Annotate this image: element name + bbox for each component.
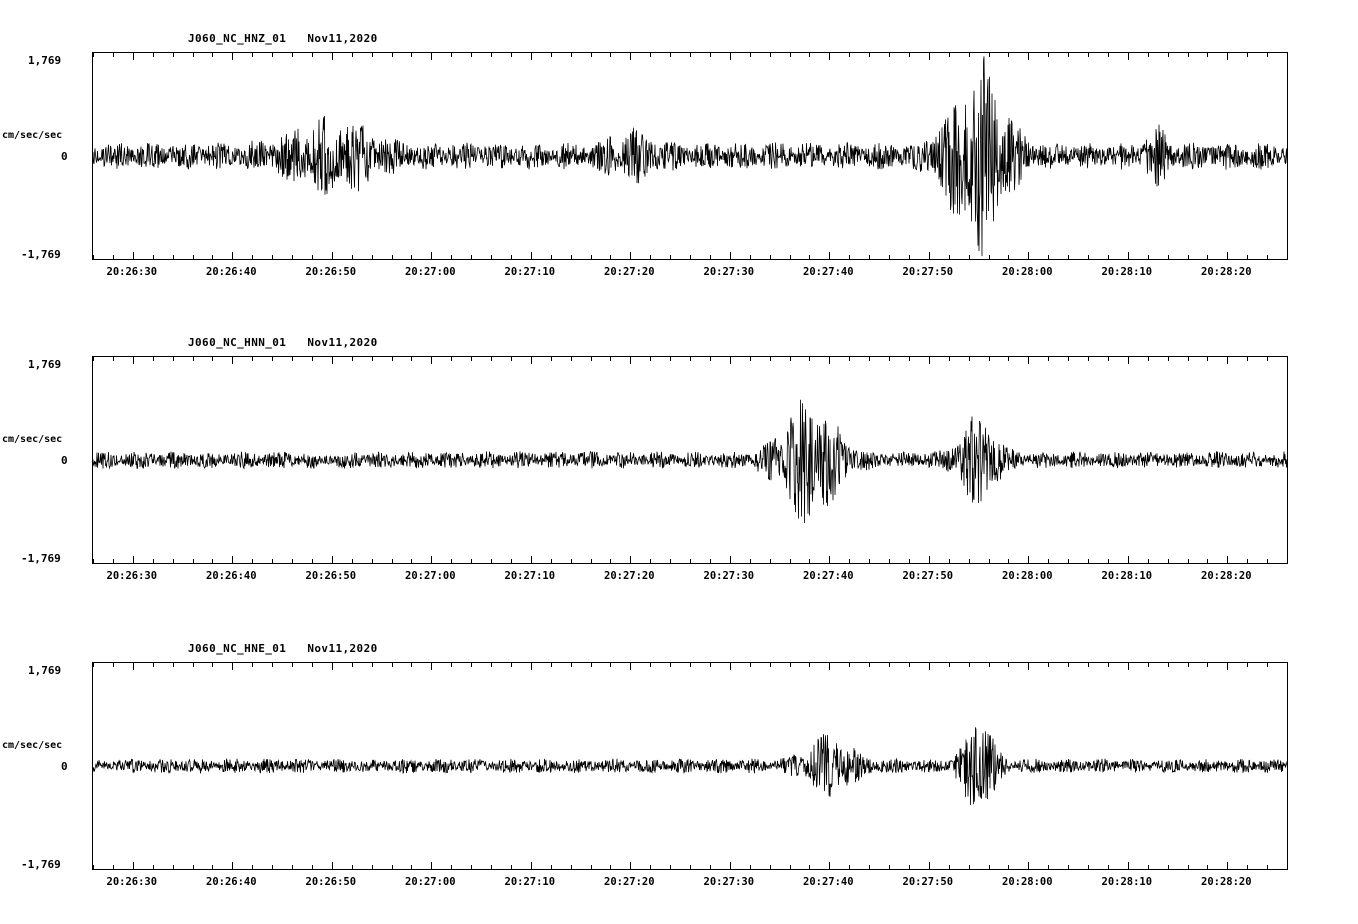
x-axis-tick-label: 20:28:20 [1201, 570, 1252, 582]
y-axis-tick-min: -1,769 [21, 858, 61, 871]
seismogram-panel-hnn [0, 314, 1358, 604]
x-axis-tick-label: 20:26:50 [305, 266, 357, 278]
x-axis-tick-label: 20:26:50 [305, 876, 357, 888]
y-axis-tick-min: -1,769 [21, 248, 61, 261]
x-axis-tick-labels [92, 266, 1288, 284]
x-axis-tick-label: 20:27:10 [504, 876, 556, 888]
y-axis-unit-label: cm/sec/sec [2, 434, 63, 445]
y-axis-tick-zero: 0 [61, 150, 68, 163]
x-axis-tick-labels [92, 570, 1288, 588]
x-axis-tick-label: 20:28:00 [1002, 266, 1053, 278]
y-axis-tick-zero: 0 [61, 454, 68, 467]
plot-frame [92, 52, 1288, 260]
x-axis-tick-label: 20:27:40 [803, 570, 854, 582]
plot-frame [92, 356, 1288, 564]
y-axis-unit-label: cm/sec/sec [2, 130, 63, 141]
x-axis-tick-label: 20:27:00 [405, 266, 456, 278]
x-axis-tick-label: 20:26:30 [106, 876, 158, 888]
panel-title: J060_NC_HNZ_01 Nov11,2020 [188, 32, 378, 45]
plot-frame [92, 662, 1288, 870]
y-axis-tick-max: 1,769 [28, 358, 62, 371]
waveform-trace [93, 663, 1287, 869]
x-axis-tick-label: 20:28:20 [1201, 876, 1252, 888]
x-axis-tick-label: 20:27:40 [803, 266, 854, 278]
x-axis-tick-label: 20:26:30 [106, 266, 158, 278]
seismogram-panel-hne [0, 620, 1358, 910]
y-axis-unit-label: cm/sec/sec [2, 740, 63, 751]
seismogram-panel-hnz [0, 10, 1358, 300]
x-axis-tick-label: 20:27:10 [504, 266, 556, 278]
y-axis-tick-min: -1,769 [21, 552, 61, 565]
x-axis-tick-label: 20:27:50 [902, 876, 954, 888]
x-axis-tick-label: 20:27:50 [902, 570, 954, 582]
x-axis-tick-label: 20:27:30 [703, 266, 755, 278]
x-axis-tick-label: 20:27:40 [803, 876, 854, 888]
x-axis-tick-label: 20:26:40 [206, 266, 257, 278]
x-axis-tick-label: 20:28:10 [1101, 876, 1153, 888]
x-axis-tick-label: 20:27:20 [604, 266, 655, 278]
waveform-trace [93, 357, 1287, 563]
x-axis-tick-label: 20:28:10 [1101, 570, 1153, 582]
x-axis-tick-label: 20:26:40 [206, 876, 257, 888]
y-axis-tick-max: 1,769 [28, 54, 62, 67]
x-axis-tick-label: 20:27:30 [703, 876, 755, 888]
x-axis-tick-label: 20:27:50 [902, 266, 954, 278]
x-axis-tick-labels [92, 876, 1288, 894]
panel-title: J060_NC_HNN_01 Nov11,2020 [188, 336, 378, 349]
y-axis-tick-zero: 0 [61, 760, 68, 773]
x-axis-tick-label: 20:27:00 [405, 876, 456, 888]
x-axis-tick-label: 20:27:20 [604, 570, 655, 582]
x-axis-tick-label: 20:28:10 [1101, 266, 1153, 278]
x-axis-tick-label: 20:27:00 [405, 570, 456, 582]
x-axis-tick-label: 20:26:40 [206, 570, 257, 582]
x-axis-tick-label: 20:28:00 [1002, 570, 1053, 582]
x-axis-tick-label: 20:27:10 [504, 570, 556, 582]
panel-title: J060_NC_HNE_01 Nov11,2020 [188, 642, 378, 655]
x-axis-tick-label: 20:27:30 [703, 570, 755, 582]
waveform-trace [93, 53, 1287, 259]
x-axis-tick-label: 20:28:20 [1201, 266, 1252, 278]
x-axis-tick-label: 20:26:30 [106, 570, 158, 582]
x-axis-tick-label: 20:27:20 [604, 876, 655, 888]
x-axis-tick-label: 20:26:50 [305, 570, 357, 582]
x-axis-tick-label: 20:28:00 [1002, 876, 1053, 888]
y-axis-tick-max: 1,769 [28, 664, 62, 677]
